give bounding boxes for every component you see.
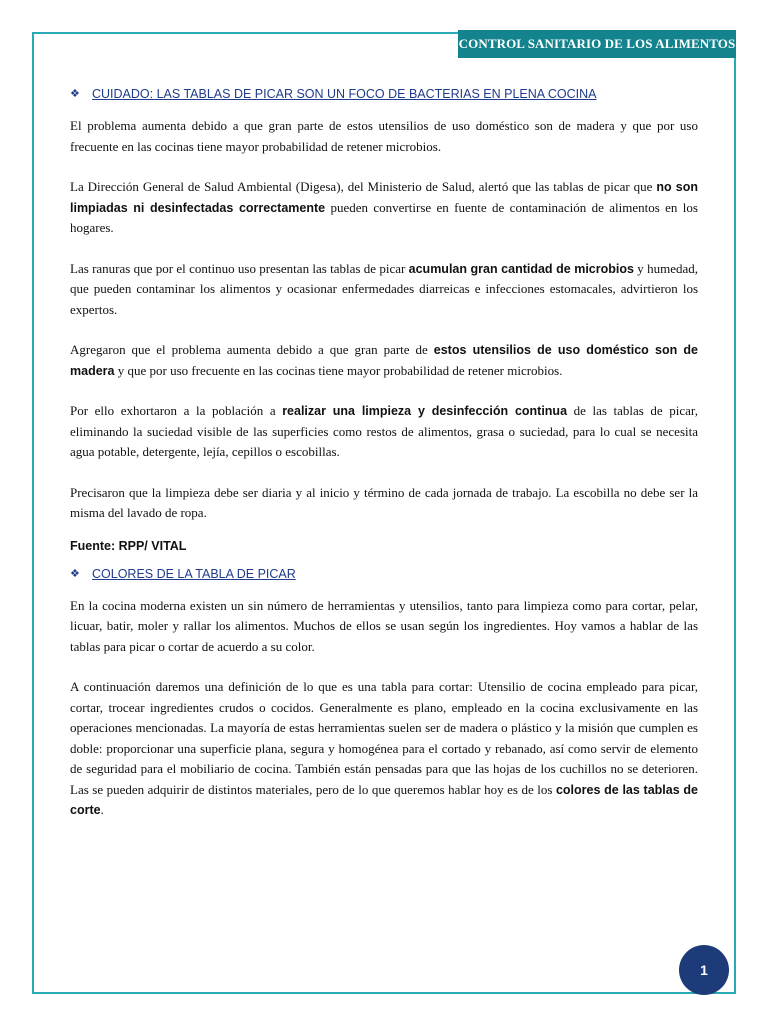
bold-phrase: estos utensilios de uso doméstico son de madera [70, 343, 699, 378]
bold-phrase: no son limpiadas ni desinfectadas correctamente [70, 180, 698, 215]
paragraph: Las ranuras que por el continuo uso presentan las tablas de picar acumulan gran cantidad de microbios y humedad, que pueden contaminar los alimentos y ocasionar enfermedades diarreicas e infecciones estomacales, advirtieron los expertos. [70, 260, 698, 317]
diamond-bullet-icon: ❖ [70, 567, 80, 580]
bold-phrase: realizar una limpieza y desinfección continua [282, 404, 568, 418]
paragraph: La Dirección General de Salud Ambiental (Digesa), del Ministerio de Salud, alertó que las tablas de picar que no son limpiadas ni desinfectadas correctamente pueden convertirse en fuente de contaminación de alimentos en los hogares. [70, 179, 698, 235]
section-heading-text: CUIDADO: LAS TABLAS DE PICAR SON UN FOCO DE BACTERIAS EN PLENA COCINA [92, 87, 597, 101]
paragraph: El problema aumenta debido a que gran parte de estos utensilios de uso doméstico son de madera y que por uso frecuente en las cocinas tiene mayor probabilidad de retener microbios. [70, 118, 698, 154]
section-heading-text: COLORES DE LA TABLA DE PICAR [92, 566, 296, 581]
section-heading-cuidado [70, 84, 698, 104]
bold-phrase: acumulan gran cantidad de microbios [408, 261, 634, 276]
paragraph: Precisaron que la limpieza debe ser diaria y al inicio y término de cada jornada de trabajo. La escobilla no debe ser la misma del lavado de ropa. [70, 484, 698, 520]
diamond-bullet-icon: ❖ [70, 88, 80, 100]
document-body [70, 84, 698, 821]
paragraph: A continuación daremos una definición de lo que es una tabla para cortar: Utensilio de cocina empleado para picar, cortar, trocear ingredientes crudos o cocidos. Generalmente es plano, empleado en la cocina exclusivamente en las operaciones mencionadas. La mayoría de estas herramientas suelen ser de madera o plástico y la misión que cumplen es doble: proporcionar una superficie plana, segura y homogénea para el cortado y rebanado, así como servir de elemento de seguridad para el mobiliario de cocina. También están pensadas para que las hojas de los cuchillos no se deterioren. Las se pueden adquirir de distintos materiales, pero de lo que queremos hablar hoy es de los colores de las tablas de corte. [70, 679, 698, 817]
bold-phrase: colores de las tablas de corte [70, 782, 698, 817]
paragraph: Agregaron que el problema aumenta debido a que gran parte de estos utensilios de uso doméstico son de madera y que por uso frecuente en las cocinas tiene mayor probabilidad de retener microbios. [70, 342, 699, 378]
header-title: CONTROL SANITARIO DE LOS ALIMENTOS [458, 30, 736, 58]
source-citation: Fuente: RPP/ VITAL [70, 538, 187, 553]
paragraph: En la cocina moderna existen un sin número de herramientas y utensilios, tanto para limpieza como para cortar, pelar, licuar, batir, moler y rallar los alimentos. Muchos de ellos se usan según los ingredientes. Hoy vamos a hablar de las tablas para picar o cortar de acuerdo a su color. [70, 597, 698, 654]
page-number-badge: 1 [679, 945, 729, 995]
paragraph: Por ello exhortaron a la población a realizar una limpieza y desinfección continua de las tablas de picar, eliminando la suciedad visible de las superficies como restos de alimentos, grasa o suciedad, para lo cual se necesita agua potable, detergente, lejía, cepillos o escobillas. [70, 403, 698, 459]
section-heading-colores [70, 564, 698, 584]
